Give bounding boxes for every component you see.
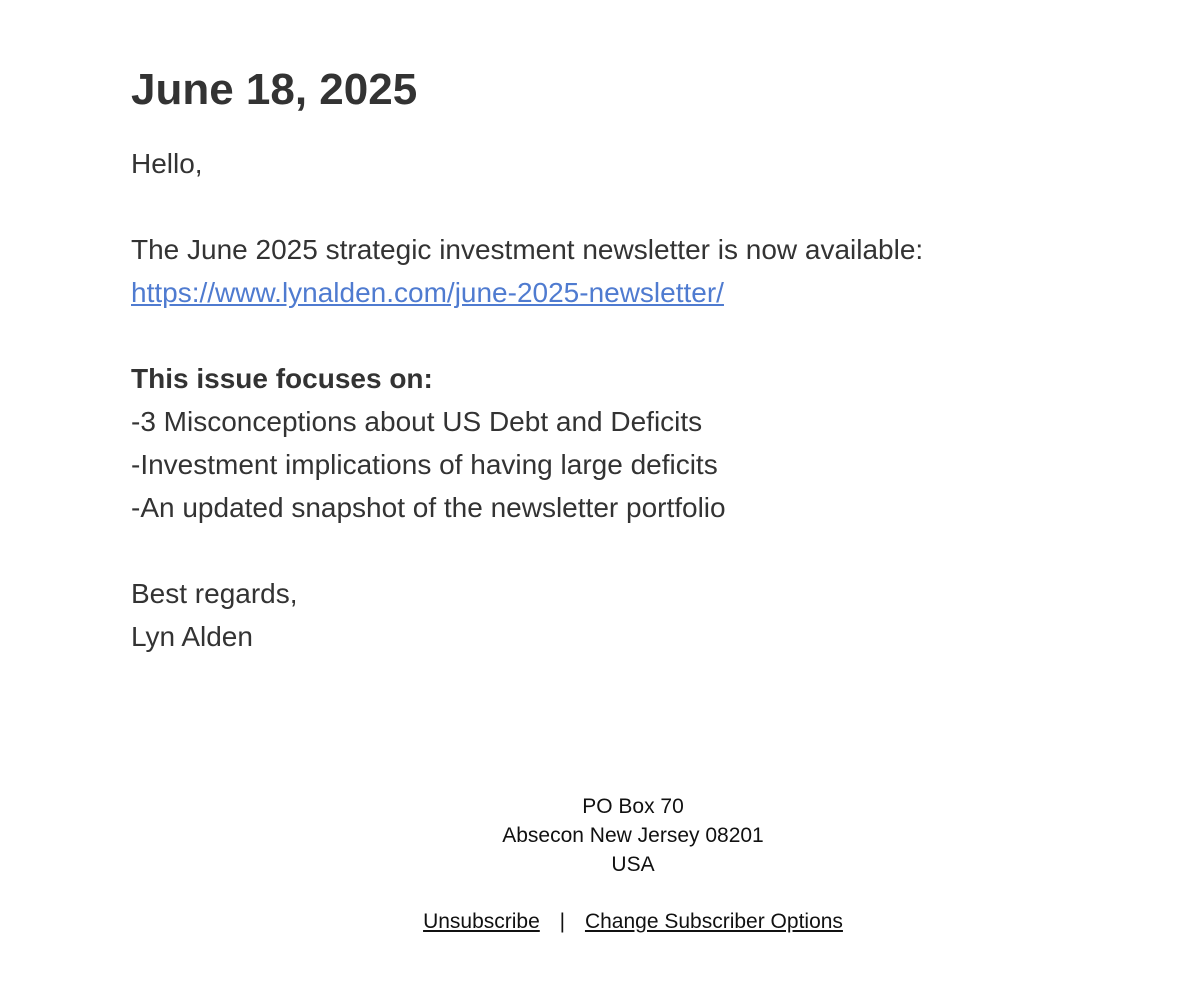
link-separator: | <box>559 910 566 933</box>
newsletter-link[interactable]: https://www.lynalden.com/june-2025-newsletter/ <box>131 277 724 308</box>
address-line: USA <box>611 853 655 876</box>
spacer <box>131 185 1031 228</box>
spacer <box>131 529 1031 572</box>
footer-links <box>0 907 1200 936</box>
address-line: PO Box 70 <box>582 795 684 818</box>
focus-heading: This issue focuses on: <box>131 363 433 394</box>
intro-text: The June 2025 strategic investment newsletter is now available: <box>131 234 924 265</box>
email-footer <box>0 792 1200 936</box>
focus-item: -An updated snapshot of the newsletter portfolio <box>131 492 726 523</box>
focus-item: -Investment implications of having large deficits <box>131 449 718 480</box>
closing: Best regards, <box>131 578 298 609</box>
greeting: Hello, <box>131 148 203 179</box>
address-line: Absecon New Jersey 08201 <box>502 824 764 847</box>
focus-item: -3 Misconceptions about US Debt and Deficits <box>131 406 703 437</box>
unsubscribe-link[interactable]: Unsubscribe <box>423 910 540 933</box>
change-subscriber-options-link[interactable]: Change Subscriber Options <box>584 910 843 933</box>
email-date: June 18, 2025 <box>131 65 418 114</box>
email-content <box>131 62 1031 658</box>
spacer <box>131 314 1031 357</box>
signature: Lyn Alden <box>131 621 253 652</box>
